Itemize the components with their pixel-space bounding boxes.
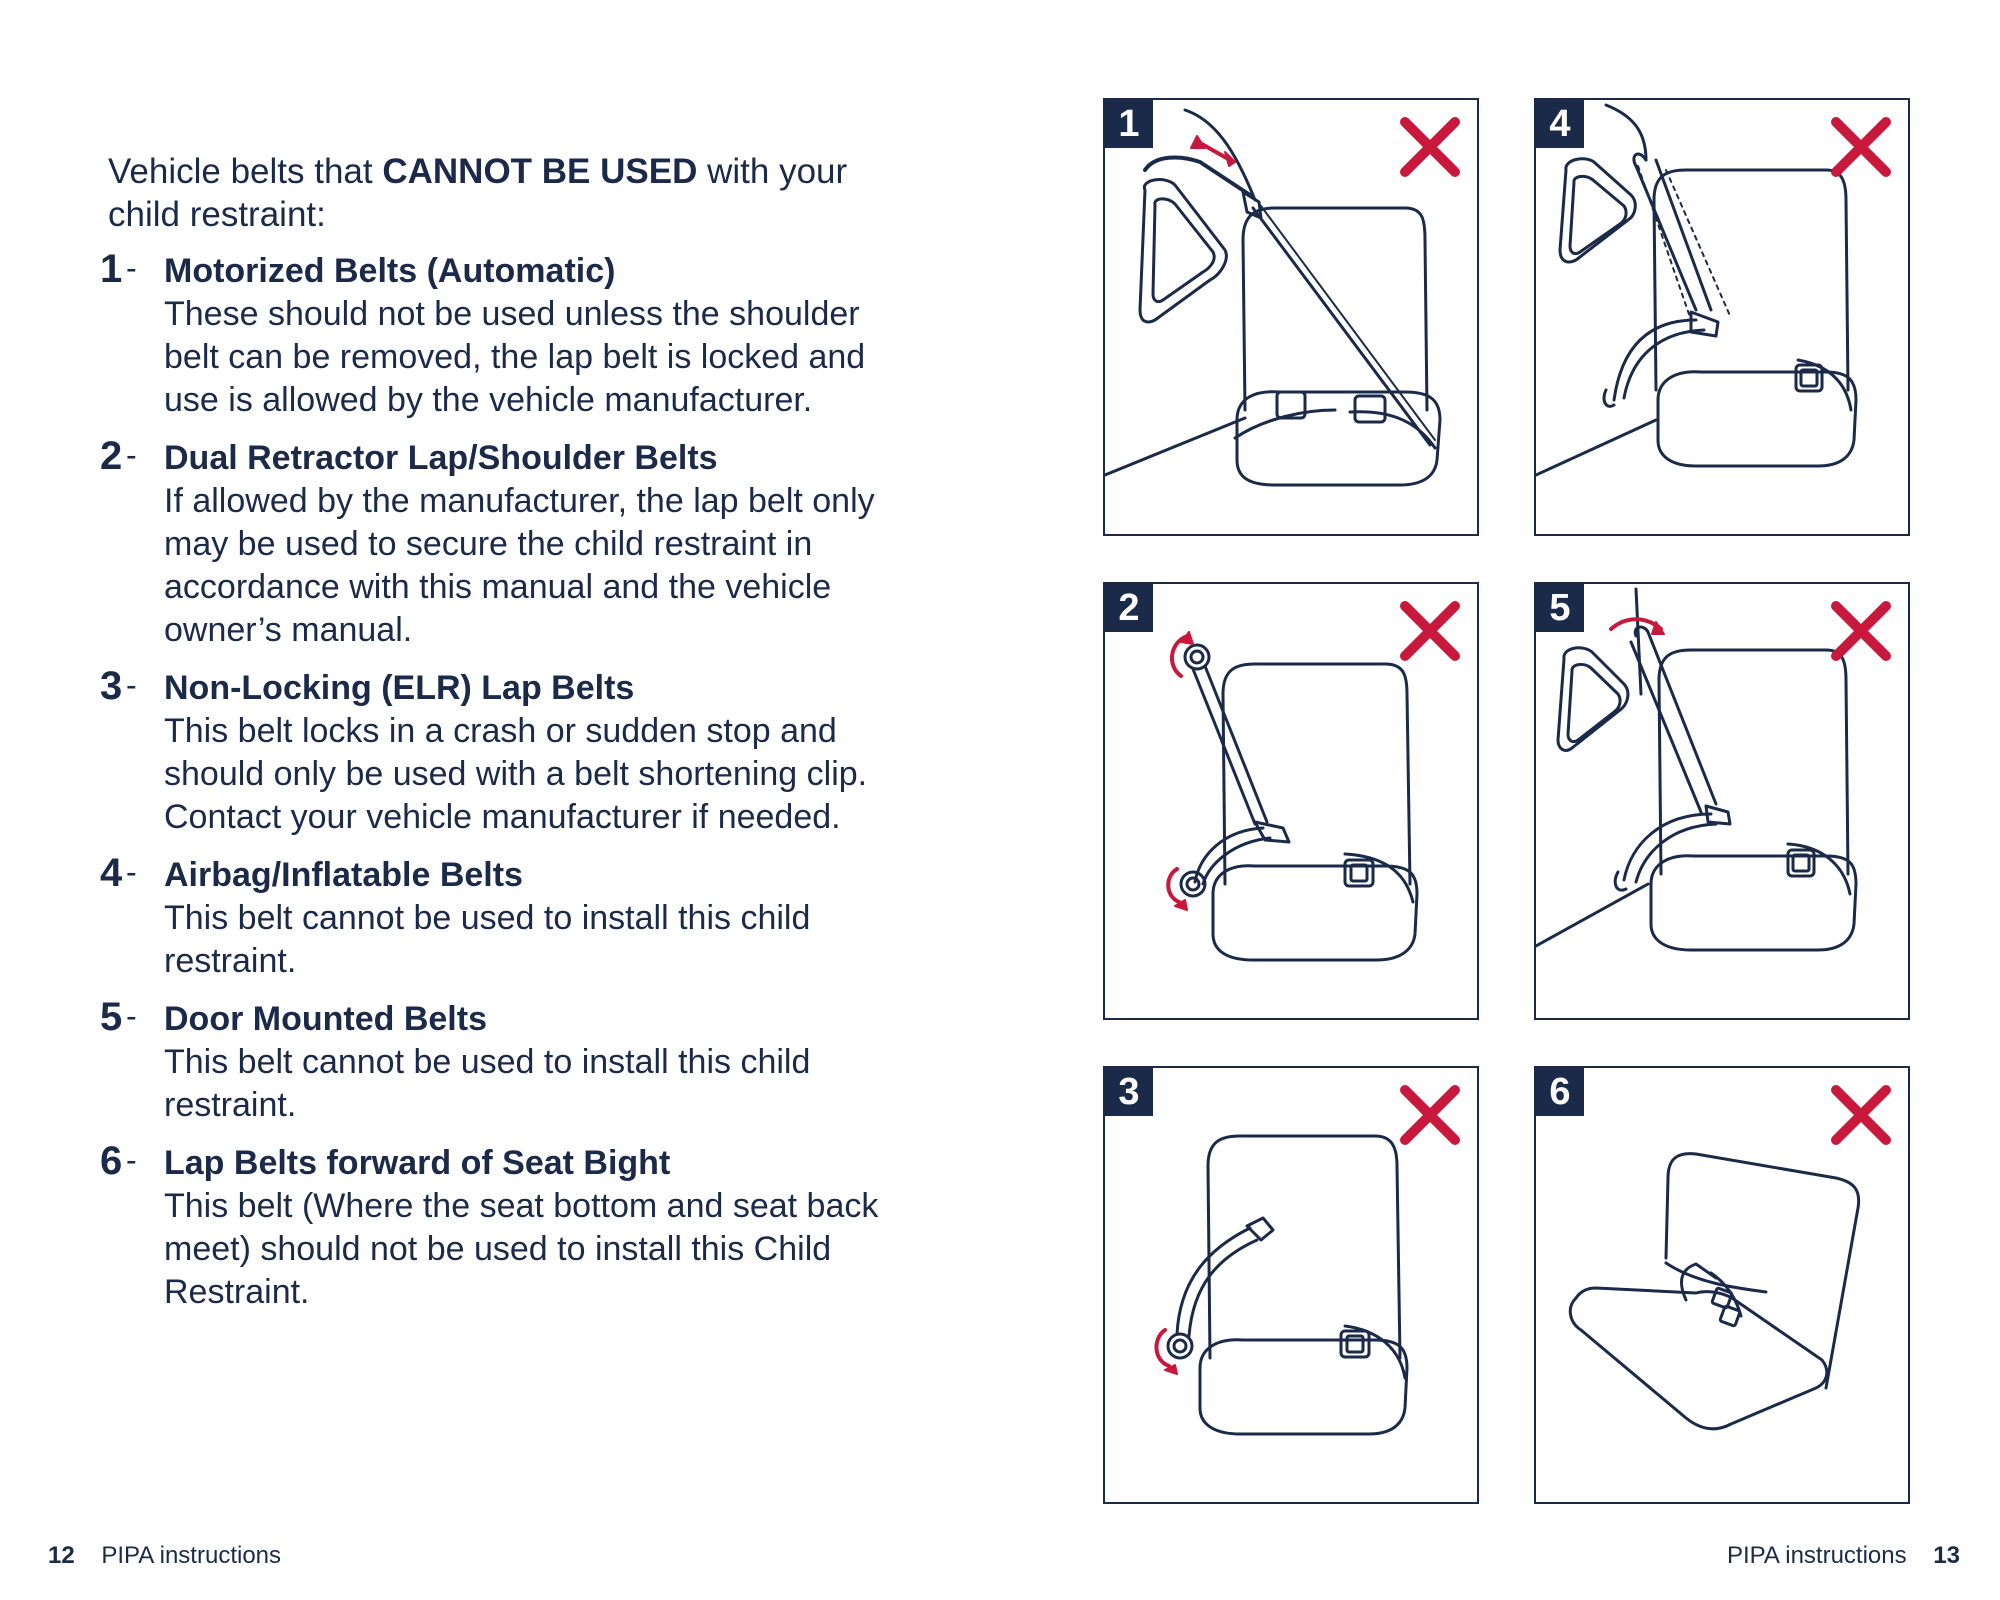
item-body: These should not be used unless the shoulder belt can be removed, the lap belt is locked and use is allowed by the vehicle manufacturer. — [164, 295, 866, 419]
item-title: Motorized Belts (Automatic) — [164, 252, 616, 290]
intro-suffix: with your child restraint: — [108, 152, 848, 234]
list-item — [100, 664, 920, 839]
x-mark-icon — [1836, 606, 1886, 656]
item-dash: - — [126, 854, 137, 890]
item-dash: - — [126, 250, 137, 286]
dual-retractor-illustration — [1105, 584, 1479, 1020]
item-body: This belt (Where the seat bottom and seat back meet) should not be used to install this Child Restraint. — [164, 1187, 879, 1311]
item-body: This belt cannot be used to install this child restraint. — [164, 899, 811, 980]
item-number: 3 — [100, 664, 123, 708]
intro-text — [108, 150, 920, 236]
item-body: If allowed by the manufacturer, the lap belt only may be used to secure the child restraint in accordance with this manual and the vehicle owner’s manual. — [164, 482, 875, 649]
right-footer-label: PIPA instructions — [1726, 1542, 1907, 1569]
panel-number-badge: 3 — [1105, 1068, 1153, 1116]
left-page-number: 12 — [48, 1542, 75, 1569]
x-mark-icon — [1836, 1090, 1886, 1140]
item-number: 4 — [100, 851, 123, 895]
x-mark-icon — [1405, 122, 1455, 172]
x-mark-icon — [1405, 1090, 1455, 1140]
non-locking-lap-belt-illustration — [1105, 1068, 1479, 1504]
panel-number-badge: 2 — [1105, 584, 1153, 632]
list-item — [100, 851, 920, 983]
item-title: Airbag/Inflatable Belts — [164, 856, 523, 894]
list-item — [100, 995, 920, 1127]
panel-dual-retractor — [1103, 582, 1479, 1020]
item-number: 2 — [100, 434, 123, 478]
intro-emphasis: CANNOT BE USED — [382, 152, 698, 191]
door-mounted-illustration — [1536, 584, 1910, 1020]
intro-prefix: Vehicle belts that — [108, 152, 383, 191]
footer-right — [1727, 1542, 1960, 1570]
panel-number-badge: 4 — [1536, 100, 1584, 148]
panel-airbag-belt — [1534, 98, 1910, 536]
lap-belt-forward-illustration — [1536, 1068, 1910, 1504]
left-footer-label: PIPA instructions — [101, 1542, 282, 1569]
x-mark-icon — [1836, 122, 1886, 172]
item-title: Lap Belts forward of Seat Bight — [164, 1144, 671, 1182]
item-body: This belt cannot be used to install this child restraint. — [164, 1043, 811, 1124]
item-number: 5 — [100, 995, 123, 1039]
list-item — [100, 247, 920, 422]
item-title: Door Mounted Belts — [164, 1000, 487, 1038]
item-dash: - — [126, 667, 137, 703]
airbag-belt-illustration — [1536, 100, 1910, 536]
x-mark-icon — [1405, 606, 1455, 656]
motorized-belt-illustration — [1105, 100, 1479, 536]
item-dash: - — [126, 1142, 137, 1178]
item-number: 6 — [100, 1139, 123, 1183]
panel-door-mounted — [1534, 582, 1910, 1020]
panel-motorized-belt — [1103, 98, 1479, 536]
panel-number-badge: 1 — [1105, 100, 1153, 148]
panel-number-badge: 6 — [1536, 1068, 1584, 1116]
panel-lap-belt-forward — [1534, 1066, 1910, 1504]
list-item — [100, 434, 920, 652]
item-dash: - — [126, 437, 137, 473]
item-title: Non-Locking (ELR) Lap Belts — [164, 669, 635, 707]
list-item — [100, 1139, 920, 1314]
item-number: 1 — [100, 247, 123, 291]
item-dash: - — [126, 998, 137, 1034]
panel-non-locking-lap-belt — [1103, 1066, 1479, 1504]
item-body: This belt locks in a crash or sudden stop and should only be used with a belt shortening clip. Contact your vehicle manufacturer if needed. — [164, 712, 868, 836]
right-page-number: 13 — [1933, 1542, 1960, 1569]
footer-left — [48, 1542, 281, 1570]
panel-number-badge: 5 — [1536, 584, 1584, 632]
instructions-column — [100, 150, 920, 1329]
item-title: Dual Retractor Lap/Shoulder Belts — [164, 439, 718, 477]
